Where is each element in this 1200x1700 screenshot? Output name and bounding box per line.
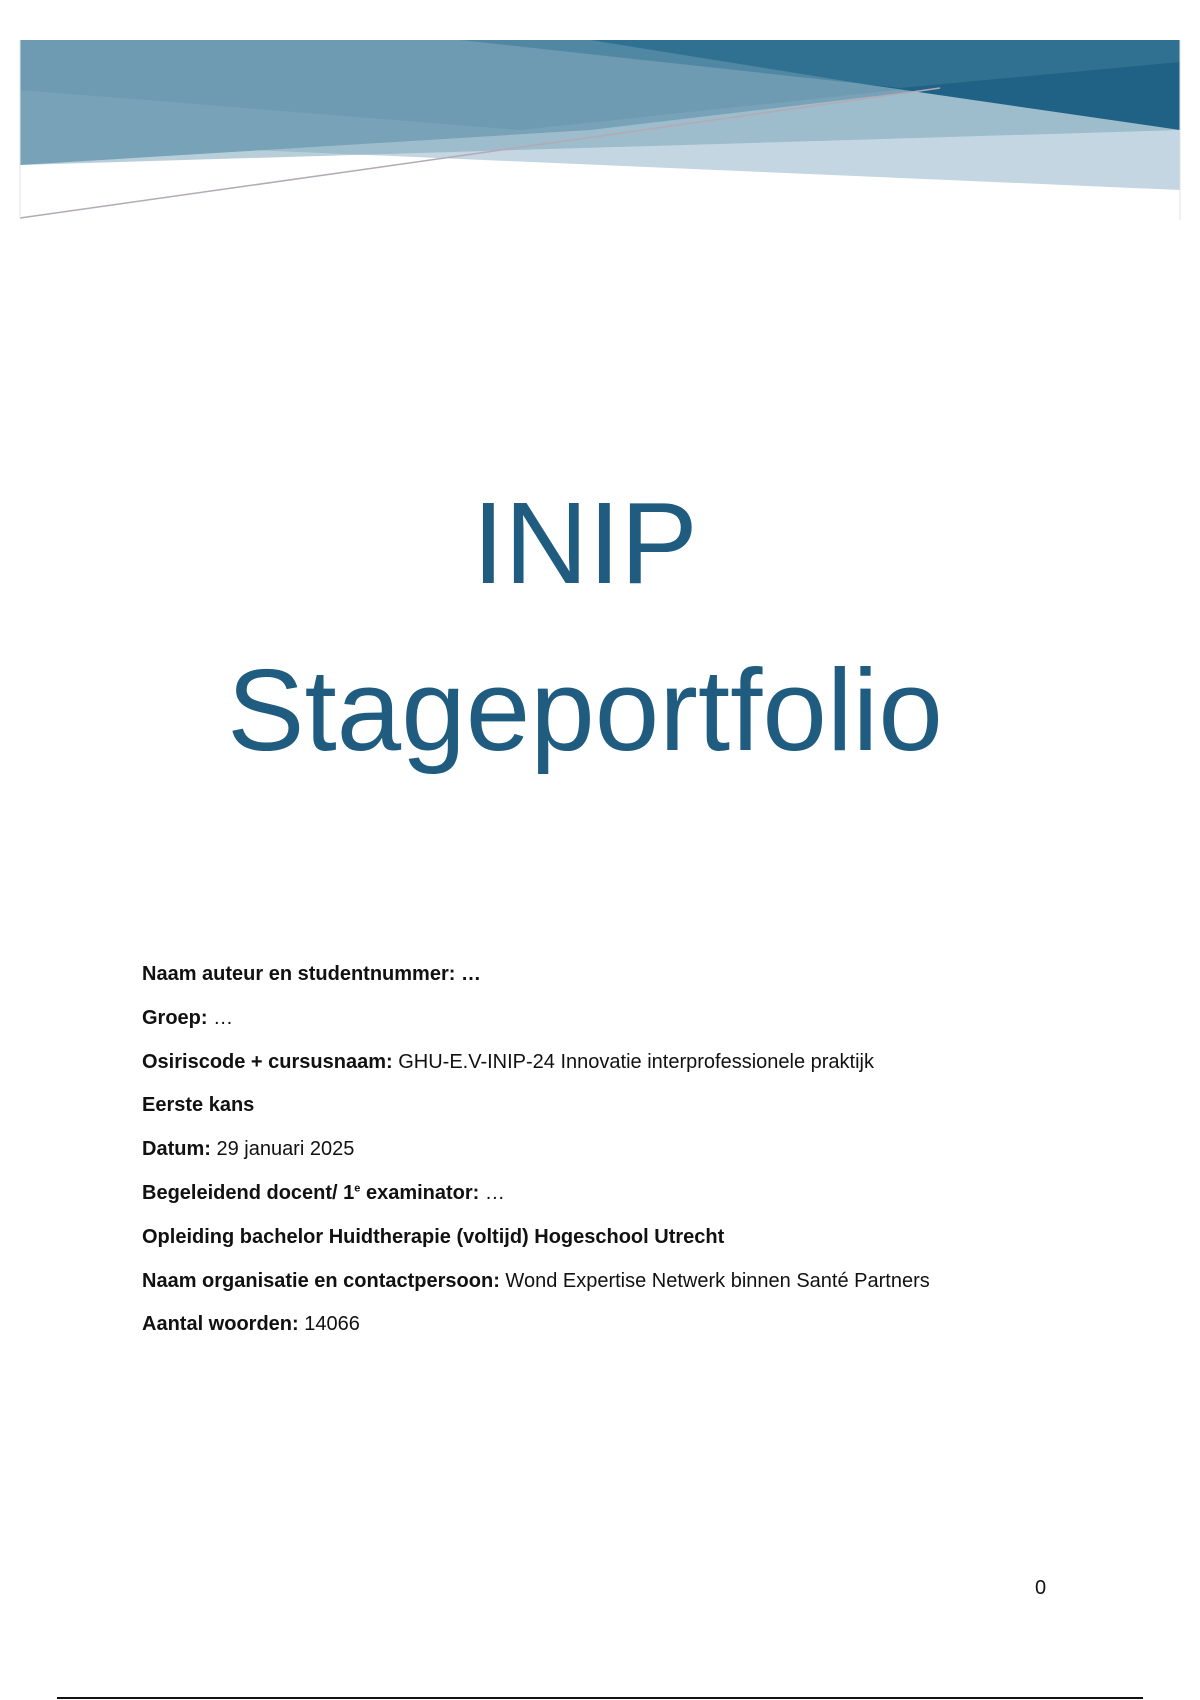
page-number: 0 <box>1035 1577 1047 1599</box>
group-label: Groep: <box>142 1006 208 1029</box>
examiner-label-pre: Begeleidend docent/ 1 <box>142 1181 355 1204</box>
author-label: Naam auteur en studentnummer: <box>142 963 456 985</box>
organisation-value: Wond Expertise Netwerk binnen Santé Partners <box>499 1269 930 1292</box>
document-title-line-1: INIP <box>472 478 698 608</box>
course-row <box>142 1050 1102 1074</box>
info-block <box>142 962 1102 1356</box>
course-value: GHU-E.V-INIP-24 Innovatie interprofessionele praktijk <box>392 1050 874 1073</box>
organisation-label: Naam organisatie en contactpersoon: <box>142 1269 500 1292</box>
program-row <box>142 1225 1102 1249</box>
word-count-value: 14066 <box>298 1313 360 1336</box>
attempt-label: Eerste kans <box>142 1094 255 1117</box>
group-row <box>142 1006 1102 1030</box>
author-row <box>142 962 1102 986</box>
examiner-value: … <box>479 1181 505 1204</box>
group-value: … <box>207 1006 234 1029</box>
date-value: 29 januari 2025 <box>210 1138 355 1161</box>
attempt-row <box>142 1093 1102 1117</box>
word-count-row <box>142 1312 1102 1336</box>
program-label: Opleiding bachelor Huidtherapie (voltijd) Hogeschool Utrecht <box>142 1225 725 1248</box>
examiner-label <box>142 1182 479 1204</box>
examiner-row <box>142 1181 1102 1205</box>
organisation-row <box>142 1269 1102 1293</box>
date-label: Datum: <box>142 1138 211 1161</box>
footer-rule <box>57 1697 1143 1699</box>
word-count-label: Aantal woorden: <box>142 1313 299 1336</box>
course-label: Osiriscode + cursusnaam: <box>142 1050 393 1073</box>
header-banner <box>0 0 1200 240</box>
examiner-label-post: examinator: <box>360 1181 480 1204</box>
document-title-line-2: Stageportfolio <box>227 645 943 775</box>
author-value: … <box>455 963 481 985</box>
examiner-label-sup: e <box>354 1182 361 1195</box>
date-row <box>142 1137 1102 1161</box>
